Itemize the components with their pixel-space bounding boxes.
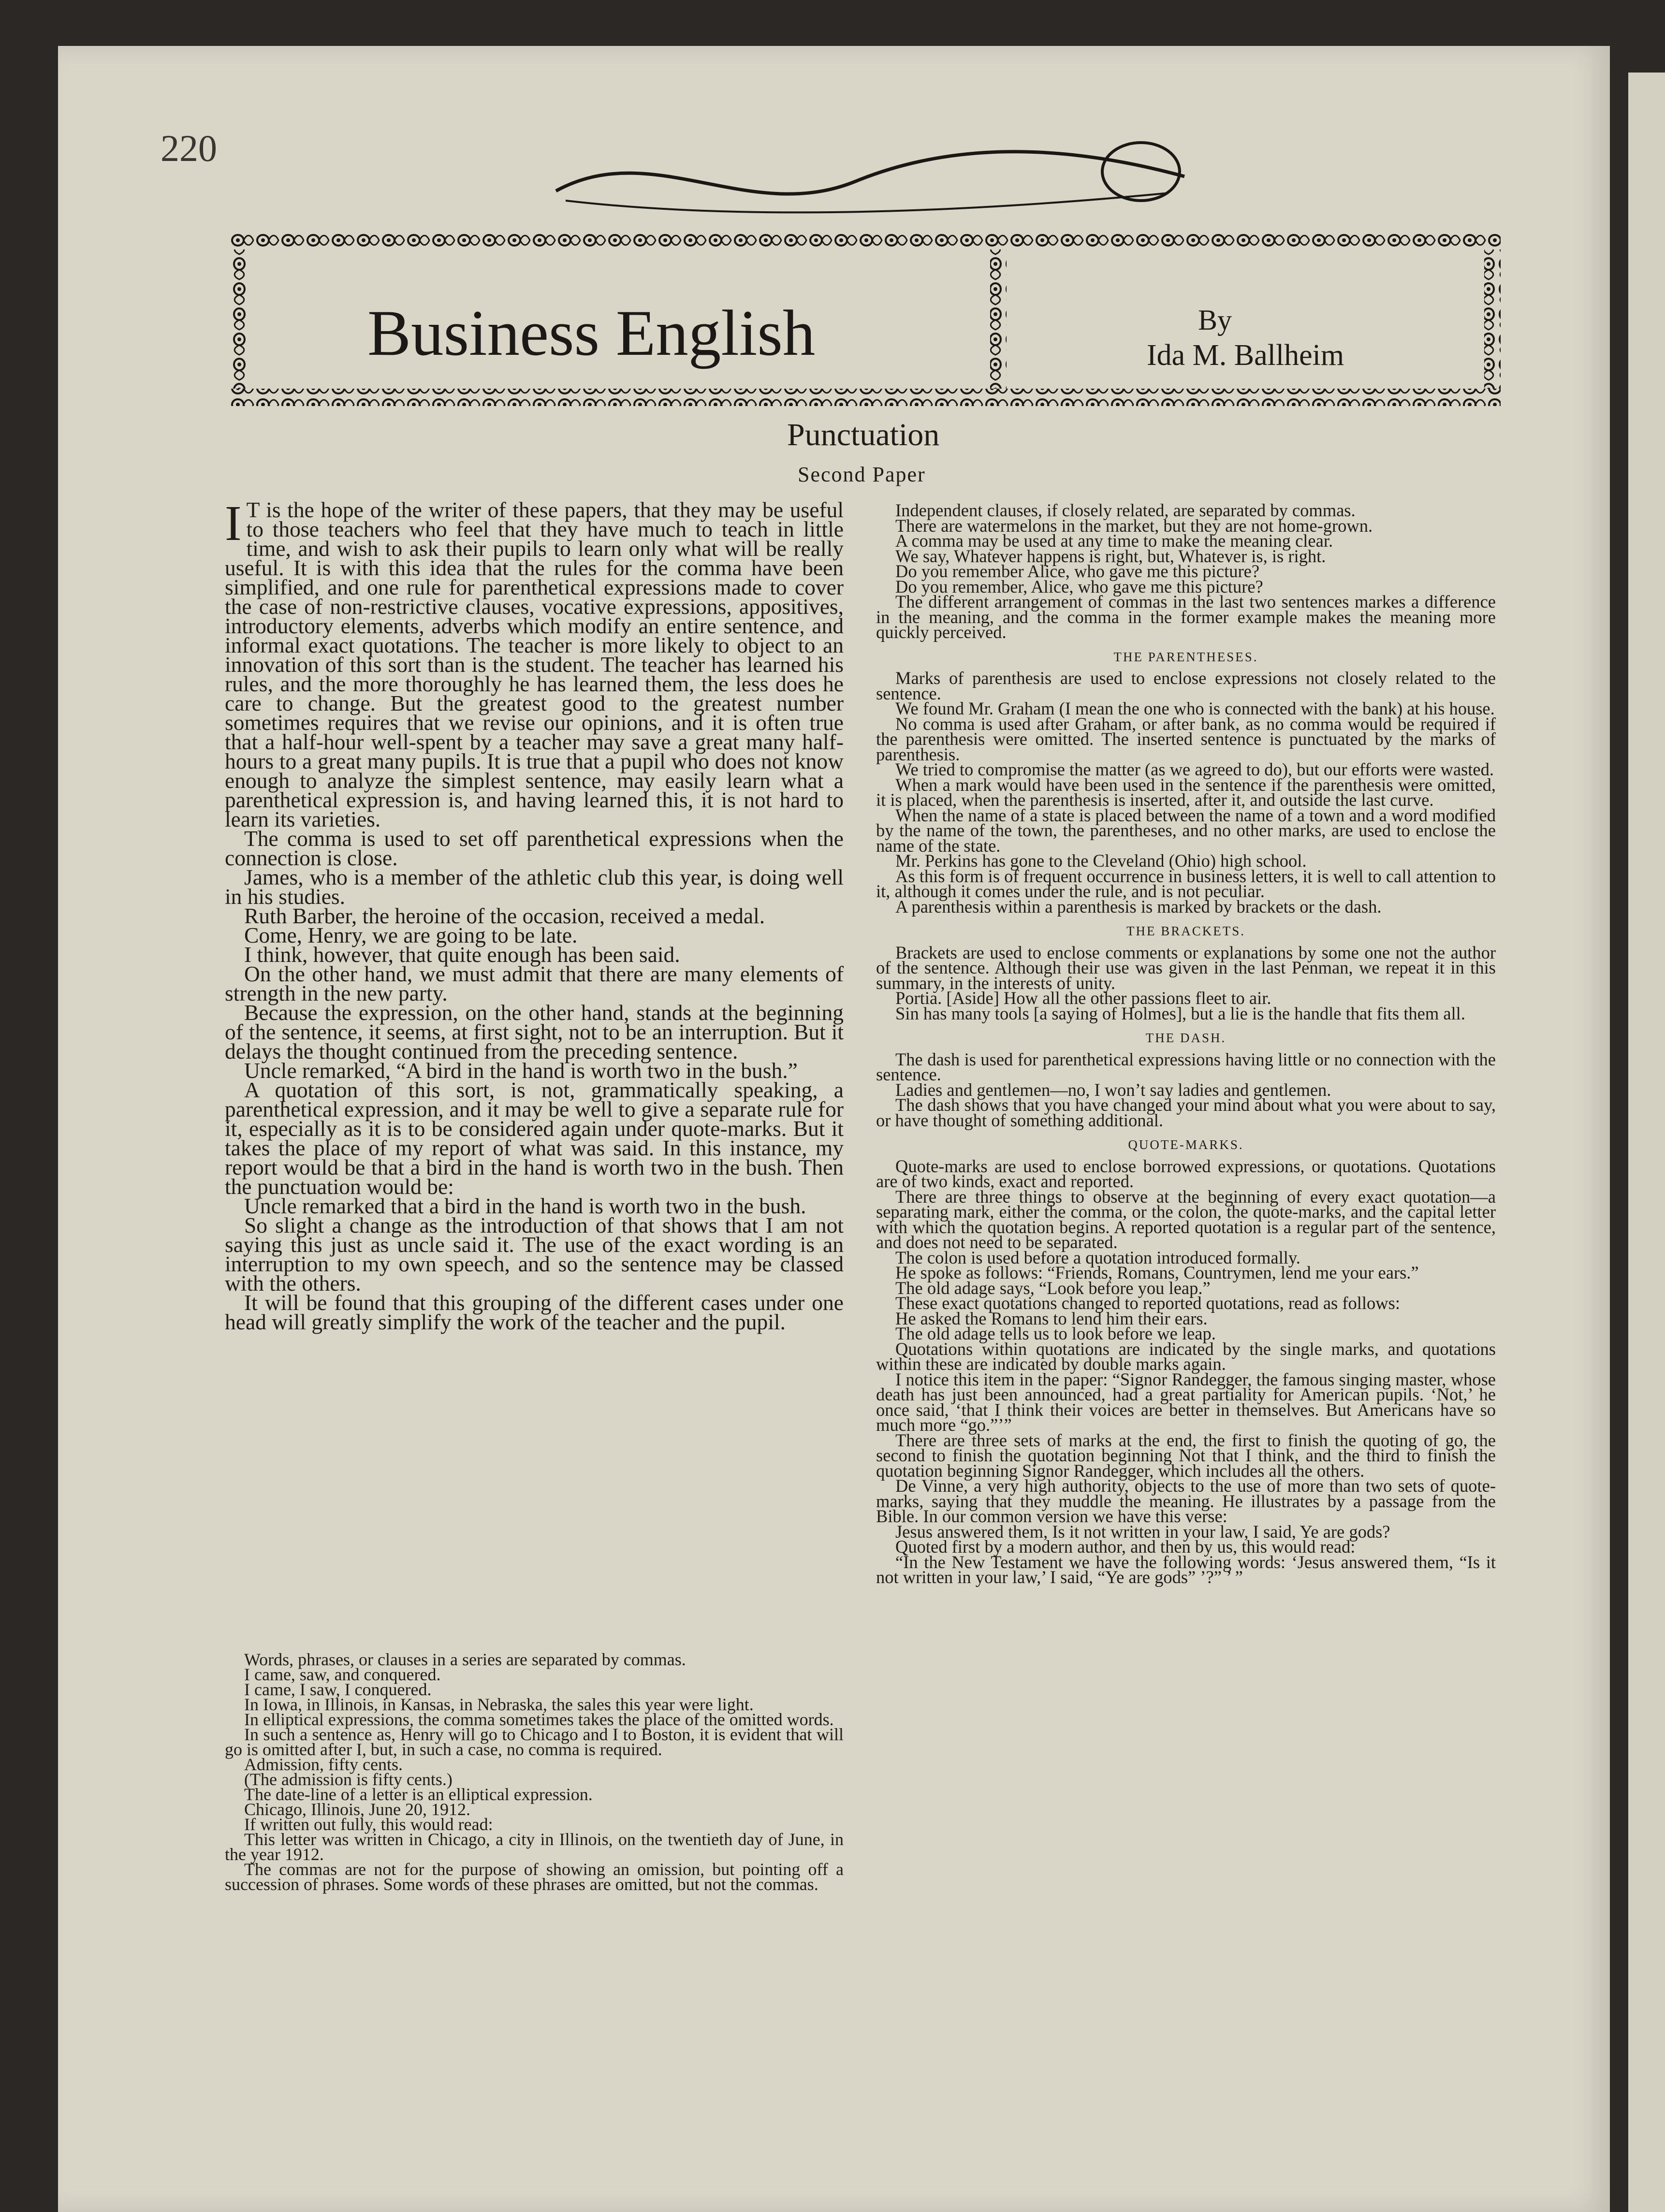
paragraph: The dash is used for parenthetical expressions having little or no connection with the sentence. xyxy=(876,1049,1496,1084)
paragraph: The old adage tells us to look before we leap. xyxy=(895,1324,1216,1343)
paragraph: We say, Whatever happens is right, but, Whatever is, is right. xyxy=(895,546,1326,566)
paragraph: I came, I saw, I conquered. xyxy=(244,1680,432,1699)
author-name: Ida M. Ballheim xyxy=(1147,339,1344,372)
section-heading: THE BRACKETS. xyxy=(1126,924,1245,938)
paragraph: Marks of parenthesis are used to enclose expressions not closely related to the sentence. xyxy=(876,668,1496,703)
paragraph: Uncle remarked, “A bird in the hand is worth two in the bush.” xyxy=(244,1058,798,1083)
masthead-flourish xyxy=(546,109,1194,234)
paragraph: I think, however, that quite enough has been said. xyxy=(244,942,680,967)
paragraph: These exact quotations changed to reported quotations, read as follows: xyxy=(895,1293,1400,1313)
page-number: 220 xyxy=(161,127,217,169)
right-column xyxy=(876,500,1496,1587)
paragraph: The old adage says, “Look before you leap.” xyxy=(895,1278,1211,1298)
paragraph: A parenthesis within a parenthesis is marked by brackets or the dash. xyxy=(895,896,1382,917)
paragraph: There are watermelons in the market, but they are not home-grown. xyxy=(895,515,1373,536)
section-heading: THE DASH. xyxy=(1145,1031,1227,1045)
paragraph: The comma is used to set off parenthetical expressions when the connection is close. xyxy=(225,826,844,870)
adjacent-page-edge xyxy=(1628,73,1665,2212)
section-heading: QUOTE-MARKS. xyxy=(1128,1137,1244,1152)
paragraph: Do you remember, Alice, who gave me this picture? xyxy=(895,576,1263,597)
paragraph: Admission, fifty cents. xyxy=(244,1755,403,1774)
paragraph: On the other hand, we must admit that there are many elements of strength in the new party. xyxy=(225,961,844,1005)
byline-label: By xyxy=(1198,304,1232,336)
paragraph: As this form is of frequent occurrence in business letters, it is well to call attention to it, although it comes under the rule, and is not peculiar. xyxy=(876,866,1496,901)
paragraph: There are three things to observe at the beginning of every exact quotation—a separating mark, either the comma, or the colon, the quote-marks, and the capital letter with which the quotation begins. A reported quotation is a regular part of the sentence, and does not need to be separated. xyxy=(876,1186,1496,1252)
paragraph: Sin has many tools [a saying of Holmes], but a lie is the handle that fits them all. xyxy=(895,1003,1465,1023)
paragraph: The commas are not for the purpose of showing an omission, but pointing off a succession of phrases. Some words of these phrases are omitted, but not the commas. xyxy=(225,1860,844,1894)
paragraph: A comma may be used at any time to make the meaning clear. xyxy=(895,531,1333,551)
paragraph: In elliptical expressions, the comma sometimes takes the place of the omitted words. xyxy=(244,1710,834,1729)
paragraph: The different arrangement of commas in the last two sentences markes a difference in the meaning, and the comma in the former example makes the meaning more quickly perceived. xyxy=(876,592,1496,642)
paragraph: We tried to compromise the matter (as we agreed to do), but our efforts were wasted. xyxy=(895,759,1494,779)
section-heading: THE PARENTHESES. xyxy=(1113,649,1258,664)
left-column-rules xyxy=(225,1652,844,1892)
paragraph: Words, phrases, or clauses in a series are separated by commas. xyxy=(244,1650,686,1669)
paragraph: Portia. [Aside] How all the other passions fleet to air. xyxy=(895,988,1271,1008)
paragraph: I T is the hope of the writer of these papers, that they may be useful to those teachers who feel that they have much to teach in little time, and wish to ask their pupils to learn only what will be really useful. It is with this idea that the rules for the comma have been simplified, and one rule for parenthetical expressions made to cover the case of non-restrictive clauses, vocative expressions, appositives, introductory elements, adverbs which modify an entire sentence, and informal exact quotations. The teacher is more likely to object to an innovation of this sort than is the student. The teacher has learned his rules, and the more thoroughly he has learned them, the less does he care to change. But the greatest good to the greatest number sometimes requires that we revise our opinions, and it is often true that a half-hour well-spent by a teacher may save a great many half-hours to a great many pupils. It is true that a pupil who does not know enough to analyze the simplest sentence, may easily learn what a parenthetical expression is, and having learned this, it is not hard to learn its varieties. xyxy=(225,495,844,831)
paragraph: Jesus answered them, Is it not written in your law, I said, Ye are gods? xyxy=(895,1521,1390,1542)
paragraph: It will be found that this grouping of the different cases under one head will greatly simplify the work of the teacher and the pupil. xyxy=(225,1290,844,1334)
paragraph: Quoted first by a modern author, and then by us, this would read: xyxy=(895,1537,1356,1557)
paragraph: Quote-marks are used to enclose borrowed expressions, or quotations. Quotations are of two kinds, exact and reported. xyxy=(876,1156,1496,1191)
drop-cap: I xyxy=(225,495,242,551)
paragraph: He spoke as follows: “Friends, Romans, Countrymen, lend me your ears.” xyxy=(895,1263,1419,1282)
paragraph: When a mark would have been used in the sentence if the parenthesis were omitted, it is placed, when the parenthesis is inserted, after it, and outside the last curve. xyxy=(876,774,1496,810)
paragraph: In Iowa, in Illinois, in Kansas, in Nebraska, the sales this year were light. xyxy=(244,1695,754,1714)
paragraph: Brackets are used to enclose comments or explanations by some one not the author of the sentence. Although their use was given in the last Penman, we repeat it in this summary, in the interests of unity. xyxy=(876,942,1496,993)
paragraph: A quotation of this sort, is not, grammatically speaking, a parenthetical expression, and it may be well to give a separate rule for it, especially as it is to be considered again under quote-marks. But it takes the place of my report of what was said. In this instance, my report would be that a bird in the hand is worth two in the bush. Then the punctuation would be: xyxy=(225,1077,844,1199)
masthead-logo xyxy=(546,109,1194,234)
paragraph: I came, saw, and conquered. xyxy=(244,1665,441,1684)
paragraph: We found Mr. Graham (I mean the one who is connected with the bank) at his house. xyxy=(895,699,1495,718)
paragraph: Come, Henry, we are going to be late. xyxy=(244,923,578,947)
left-column xyxy=(225,495,844,1334)
paragraph: Independent clauses, if closely related, are separated by commas. xyxy=(895,500,1356,520)
paragraph: He asked the Romans to lend him their ears. xyxy=(895,1308,1208,1328)
paragraph: The date-line of a letter is an elliptical expression. xyxy=(244,1785,593,1804)
banner-title: Business English xyxy=(367,297,816,369)
paragraph: Do you remember Alice, who gave me this picture? xyxy=(895,561,1260,581)
paragraph: The colon is used before a quotation introduced formally. xyxy=(895,1247,1300,1267)
paragraph: James, who is a member of the athletic club this year, is doing well in his studies. xyxy=(225,865,844,909)
paragraph: When the name of a state is placed between the name of a town and a word modified by the name of the town, the parentheses, and no other marks, are used to enclose the name of the state. xyxy=(876,805,1496,856)
paragraph: Ruth Barber, the heroine of the occasion, received a medal. xyxy=(244,903,765,928)
paragraph: (The admission is fifty cents.) xyxy=(244,1770,453,1789)
paragraph: Chicago, Illinois, June 20, 1912. xyxy=(244,1800,470,1819)
paragraph: There are three sets of marks at the end, the first to finish the quoting of go, the second to finish the quotation beginning Not that I think, and the third to finish the quotation beginning Signor Randegger, which includes all the others. xyxy=(876,1430,1496,1481)
paragraph: The dash shows that you have changed your mind about what you were about to say, or have thought of something additional. xyxy=(876,1095,1496,1130)
paragraph: No comma is used after Graham, or after bank, as no comma would be required if the parenthesis were omitted. The inserted sentence is punctuated by the marks of parenthesis. xyxy=(876,713,1496,764)
paragraph: “In the New Testament we have the following words: ‘Jesus answered them, “Is it not written in your law,’ I said, “Ye are gods” ’?” ’ ” xyxy=(876,1552,1496,1587)
paragraph: This letter was written in Chicago, a city in Illinois, on the twentieth day of June, in the year 1912. xyxy=(225,1830,844,1864)
article-subheading: Second Paper xyxy=(798,463,926,486)
paragraph: Because the expression, on the other hand, stands at the beginning of the sentence, it seems, at first sight, not to be an interruption. But it delays the thought continued from the preceding sentence. xyxy=(225,1000,844,1063)
article-heading: Punctuation xyxy=(787,417,940,452)
paragraph: Ladies and gentlemen—no, I won’t say ladies and gentlemen. xyxy=(895,1079,1331,1100)
paragraph: In such a sentence as, Henry will go to Chicago and I to Boston, it is evident that will go is omitted after I, but, in such a case, no comma is required. xyxy=(225,1725,844,1759)
paragraph: Mr. Perkins has gone to the Cleveland (Ohio) high school. xyxy=(895,851,1307,871)
paragraph: I notice this item in the paper: “Signor Randegger, the famous singing master, whose death has just been announced, had a great partiality for American pupils. ‘Not,’ he once said, ‘that I think their voices are better in themselves. But Americans have so much more “go.”’” xyxy=(876,1369,1496,1435)
paragraph: Quotations within quotations are indicated by the single marks, and quotations within these are indicated by double marks again. xyxy=(876,1339,1496,1374)
paragraph: So slight a change as the introduction of that shows that I am not saying this just as uncle said it. The use of the exact wording is an interruption to my own speech, and so the sentence may be classed with the others. xyxy=(225,1213,844,1295)
paragraph: De Vinne, a very high authority, objects to the use of more than two sets of quote-marks, saying that they muddle the meaning. He illustrates by a passage from the Bible. In our common version we have this verse: xyxy=(876,1476,1496,1526)
paragraph: If written out fully, this would read: xyxy=(244,1815,493,1834)
paragraph: Uncle remarked that a bird in the hand is worth two in the bush. xyxy=(244,1193,806,1218)
